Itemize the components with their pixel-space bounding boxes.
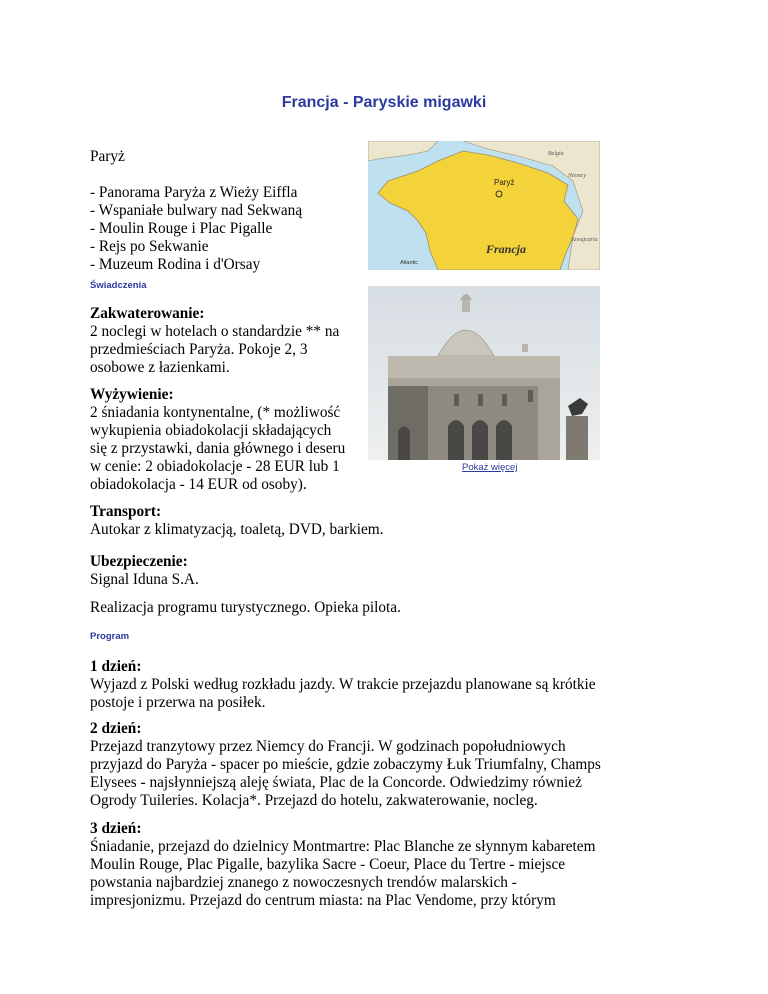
meals-line: 2 śniadania kontynentalne, (* możliwość [90,404,341,421]
map-label-niemcy: Niemcy [568,173,586,179]
map-label-paryz: Paryż [494,178,515,187]
day-label: 3 dzień: [90,820,142,837]
show-more-link[interactable]: Pokaż więcej [462,462,518,473]
day-line: Elysees - najsłynniejszą aleję świata, Plac de la Concorde. Odwiedzimy również [90,774,582,791]
meals-line: wykupienia obiadokolacji składających [90,422,332,439]
day-line: postoje i przerwa na posiłek. [90,694,266,711]
meals-line: w cenie: 2 obiadokolacje - 28 EUR lub 1 [90,458,340,475]
day-label: 1 dzień: [90,658,142,675]
highlight-item: - Panorama Paryża z Wieży Eiffla [90,184,298,201]
day-3-block [90,820,730,910]
day-line: Śniadanie, przejazd do dzielnicy Montmartre: Plac Blanche ze słynnym kabaretem [90,838,596,855]
day-line: przyjazd do Paryża - spacer po mieście, gdzie zobaczymy Łuk Triumfalny, Champs [90,756,601,773]
accommodation-block [90,305,360,377]
highlight-item: - Wspaniałe bulwary nad Sekwaną [90,202,303,219]
map-label-belgia: Belgia [548,151,564,157]
accommodation-line: przedmieściach Paryża. Pokoje 2, 3 [90,341,308,358]
map-label-francja: Francja [486,242,527,256]
day-line: Moulin Rouge, Plac Pigalle, bazylika Sacre - Coeur, Place du Tertre - miejsce [90,856,566,873]
insurance-text: Signal Iduna S.A. [90,571,199,588]
accommodation-line: osobowe z łazienkami. [90,359,230,376]
map-label-szwajcaria: Szwajcaria [571,237,598,243]
day-line: Ogrody Tuileries. Kolacja*. Przejazd do hotelu, zakwaterowanie, nocleg. [90,792,538,809]
day-line: Przejazd tranzytowy przez Niemcy do Francji. W godzinach popołudniowych [90,738,566,755]
day-2-block [90,720,730,810]
france-map [368,141,600,270]
insurance-label: Ubezpieczenie: [90,553,188,570]
day-line: powstania najbardziej znanego z nowoczesnych trendów malarskich - [90,874,517,891]
day-1-block [90,658,710,712]
meals-block [90,386,365,494]
highlight-item: - Moulin Rouge i Plac Pigalle [90,220,273,237]
day-line: Wyjazd z Polski według rozkładu jazdy. W trakcie przejazdu planowane są krótkie [90,676,596,693]
section-heading-services: Świadczenia [90,280,147,291]
highlight-item: - Muzeum Rodina i d'Orsay [90,256,261,273]
accommodation-label: Zakwaterowanie: [90,305,205,322]
intro-city: Paryż [90,148,125,165]
highlights-list [90,184,302,274]
meals-label: Wyżywienie: [90,386,174,403]
day-label: 2 dzień: [90,720,142,737]
day-line: impresjonizmu. Przejazd do centrum miasta: na Plac Vendome, przy którym [90,892,556,909]
page-title: Francja - Paryskie migawki [281,94,487,111]
meals-line: obiadokolacja - 14 EUR od osoby). [90,476,307,493]
map-label-atlantic: Atlantic [400,260,419,266]
meals-line: się z przystawki, dania głównego i deseru [90,440,346,457]
transport-label: Transport: [90,503,162,520]
basilica-photo[interactable] [368,286,600,460]
insurance-block [90,553,690,589]
pilot-text: Realizacja programu turystycznego. Opieka pilota. [90,599,401,616]
transport-block [90,503,690,539]
section-heading-program: Program [90,631,130,642]
highlight-item: - Rejs po Sekwanie [90,238,209,255]
accommodation-line: 2 noclegi w hotelach o standardzie ** na [90,323,340,340]
transport-text: Autokar z klimatyzacją, toaletą, DVD, barkiem. [90,521,384,538]
